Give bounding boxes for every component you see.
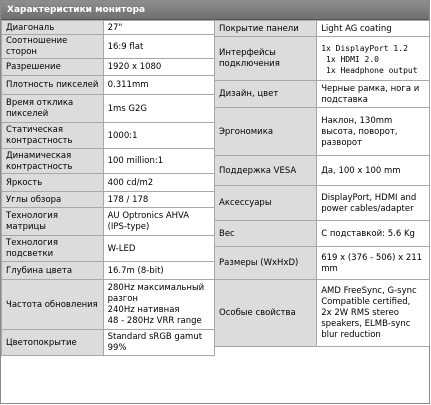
table-row: [215, 280, 430, 347]
table-row: [215, 37, 430, 81]
table-row: [2, 174, 215, 192]
spec-value-line: 2x 2W RMS stereo: [321, 308, 399, 318]
spec-label: Цветопокрытие: [2, 330, 104, 356]
spec-value-line: 27": [107, 22, 123, 33]
table-row: [215, 186, 430, 221]
spec-label: Диагональ: [2, 21, 104, 35]
spec-value-line: 1x HDMI 2.0: [321, 54, 379, 64]
table-row: [215, 156, 430, 186]
spec-value: [103, 174, 214, 192]
spec-value: [103, 236, 214, 262]
spec-label: Дизайн, цвет: [215, 81, 317, 108]
spec-value: [317, 108, 430, 156]
spec-value: [103, 123, 214, 149]
spec-value-line: 100 million:1: [107, 156, 164, 166]
spec-value-line: power cables/adapter: [321, 203, 414, 214]
spec-value-line: Standard sRGB gamut: [107, 332, 203, 342]
spec-value-line: 0.311mm: [107, 80, 149, 90]
spec-value-line: 280Hz максимальный: [107, 283, 205, 293]
spec-value-line: Черные рамка, нога и: [321, 83, 420, 94]
spec-value: [103, 35, 214, 59]
spec-value-line: разгон: [107, 294, 138, 304]
table-row: [2, 123, 215, 149]
spec-value: [103, 59, 214, 76]
spec-value-line: AMD FreeSync, G-sync: [321, 286, 417, 296]
spec-value: [103, 21, 214, 35]
spec-value: [317, 280, 430, 347]
spec-value: [317, 186, 430, 221]
spec-label: Особые свойства: [215, 280, 317, 347]
spec-value: [103, 280, 214, 330]
spec-value: [103, 95, 214, 123]
spec-value-line: W-LED: [107, 243, 136, 254]
spec-value: [103, 208, 214, 236]
spec-value-line: 16.7m (8-bit): [107, 265, 164, 276]
spec-value: [317, 156, 430, 186]
spec-value-line: 99%: [107, 343, 127, 353]
spec-value-line: 619 x (376 - 506) x 211: [321, 252, 423, 263]
spec-label: Плотность пикселей: [2, 76, 104, 95]
spec-value-line: DisplayPort, HDMI and: [321, 192, 417, 203]
spec-label: Вес: [215, 221, 317, 247]
spec-label: Аксессуары: [215, 186, 317, 221]
table-title: Характеристики монитора: [1, 1, 429, 20]
table-row: [215, 247, 430, 280]
table-row: [215, 81, 430, 108]
table-row: [2, 262, 215, 280]
spec-label: Яркость: [2, 174, 104, 192]
spec-value-line: подставка: [321, 94, 369, 105]
spec-value-line: 1x Headphone output: [321, 65, 418, 75]
right-spec-table: [214, 20, 430, 347]
spec-value: [103, 262, 214, 280]
spec-value-line: разворот: [321, 137, 363, 148]
spec-value: [317, 37, 430, 81]
spec-value-line: Да, 100 x 100 mm: [321, 165, 401, 176]
spec-value-line: высота, поворот,: [321, 126, 398, 137]
spec-value-line: 1000:1: [107, 130, 138, 141]
spec-value: [103, 76, 214, 95]
table-row: [2, 236, 215, 262]
spec-value-line: AU Optronics AHVA: [107, 211, 190, 221]
spec-value-line: (IPS-type): [107, 222, 150, 232]
left-spec-column: [1, 20, 215, 356]
table-row: [215, 21, 430, 37]
spec-value-line: speakers, ELMB-sync: [321, 319, 411, 329]
spec-label: Глубина цвета: [2, 262, 104, 280]
spec-label: Покрытие панели: [215, 21, 317, 37]
spec-label: Поддержка VESA: [215, 156, 317, 186]
table-row: [2, 208, 215, 236]
table-row: [2, 59, 215, 76]
spec-value-line: Compatible certified,: [321, 297, 411, 307]
table-row: [2, 280, 215, 330]
spec-value: [317, 247, 430, 280]
spec-value-line: blur reduction: [321, 330, 381, 340]
table-row: [2, 21, 215, 35]
spec-label: Соотношение сторон: [2, 35, 104, 59]
spec-label: Эргономика: [215, 108, 317, 156]
spec-value: [103, 149, 214, 174]
spec-label: Время отклика пикселей: [2, 95, 104, 123]
table-row: [2, 192, 215, 208]
spec-label: Частота обновления: [2, 280, 104, 330]
spec-value: [317, 221, 430, 247]
spec-label: Интерфейсы подключения: [215, 37, 317, 81]
right-spec-column: [214, 20, 430, 347]
spec-label: Углы обзора: [2, 192, 104, 208]
spec-label: Технология матрицы: [2, 208, 104, 236]
spec-value-line: 240Hz нативная: [107, 305, 180, 315]
left-spec-table: [1, 20, 215, 356]
table-row: [2, 76, 215, 95]
spec-value-line: С подставкой: 5.6 Kg: [321, 228, 415, 239]
table-row: [2, 95, 215, 123]
table-row: [215, 108, 430, 156]
spec-value: [317, 81, 430, 108]
spec-value: [317, 21, 430, 37]
spec-label: Статическая контрастность: [2, 123, 104, 149]
table-row: [2, 330, 215, 356]
spec-value: [103, 192, 214, 208]
spec-label: Технология подсветки: [2, 236, 104, 262]
spec-value-line: 1x DisplayPort 1.2: [321, 43, 408, 53]
spec-value-line: 1ms G2G: [107, 103, 148, 114]
spec-value-line: 178 / 178: [107, 194, 149, 205]
table-row: [2, 149, 215, 174]
table-row: [215, 221, 430, 247]
spec-value-line: 48 - 280Hz VRR range: [107, 316, 202, 326]
spec-value-line: Наклон, 130mm: [321, 115, 393, 126]
spec-value-line: Light AG coating: [321, 23, 392, 34]
spec-label: Разрешение: [2, 59, 104, 76]
spec-label: Динамическая контрастность: [2, 149, 104, 174]
spec-value-line: 1920 x 1080: [107, 62, 162, 72]
spec-label: Размеры (WxHxD): [215, 247, 317, 280]
spec-value-line: 400 cd/m2: [107, 177, 154, 188]
table-row: [2, 35, 215, 59]
spec-value: [103, 330, 214, 356]
spec-value-line: 16:9 flat: [107, 41, 144, 52]
spec-value-line: mm: [321, 263, 338, 274]
